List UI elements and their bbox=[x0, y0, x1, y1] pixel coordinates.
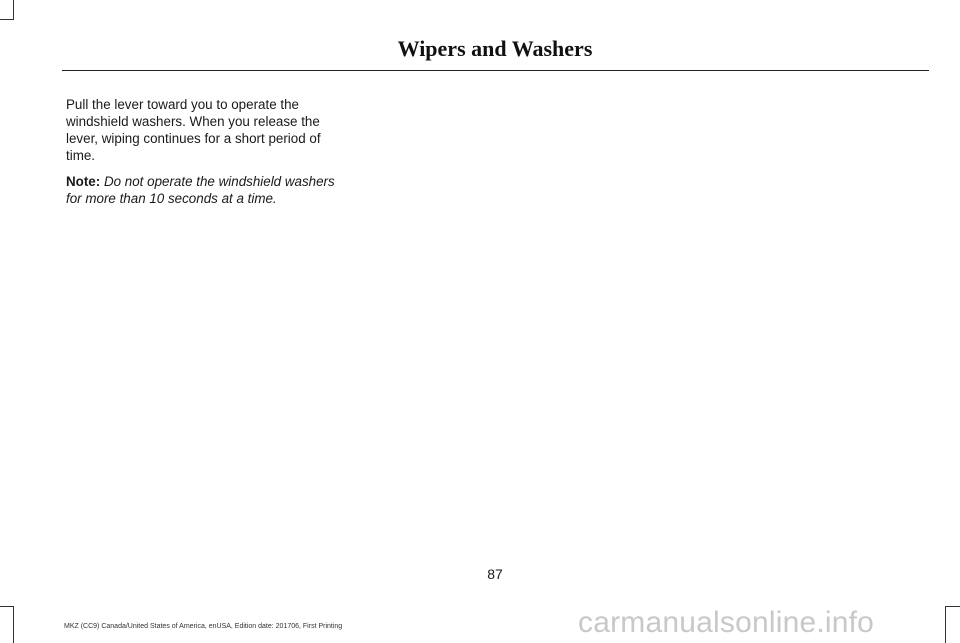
crop-mark-bottom-right-vertical bbox=[945, 606, 946, 643]
crop-mark-top-left-horizontal bbox=[0, 19, 14, 20]
footer-edition-text: MKZ (CC9) Canada/United States of America, enUSA, Edition date: 201706, First Printing bbox=[64, 623, 343, 630]
note-label: Note: bbox=[66, 174, 101, 189]
note-text: Do not operate the windshield washers for more than 10 seconds at a time. bbox=[66, 174, 335, 206]
page-header-title: Wipers and Washers bbox=[397, 36, 593, 61]
page-number: 87 bbox=[487, 566, 503, 582]
header-divider bbox=[62, 70, 929, 71]
crop-mark-bottom-right-horizontal bbox=[945, 606, 960, 607]
crop-mark-bottom-left-horizontal bbox=[0, 606, 14, 607]
crop-mark-bottom-left-vertical bbox=[13, 606, 14, 643]
note-paragraph bbox=[66, 173, 352, 207]
watermark-logo: carmanualsonline.info bbox=[578, 606, 875, 639]
body-paragraph: Pull the lever toward you to operate the windshield washers. When you release the lever, wiping continues for a short period of time. bbox=[66, 97, 321, 163]
crop-mark-top-left-vertical bbox=[13, 0, 14, 20]
content-column bbox=[66, 96, 352, 216]
